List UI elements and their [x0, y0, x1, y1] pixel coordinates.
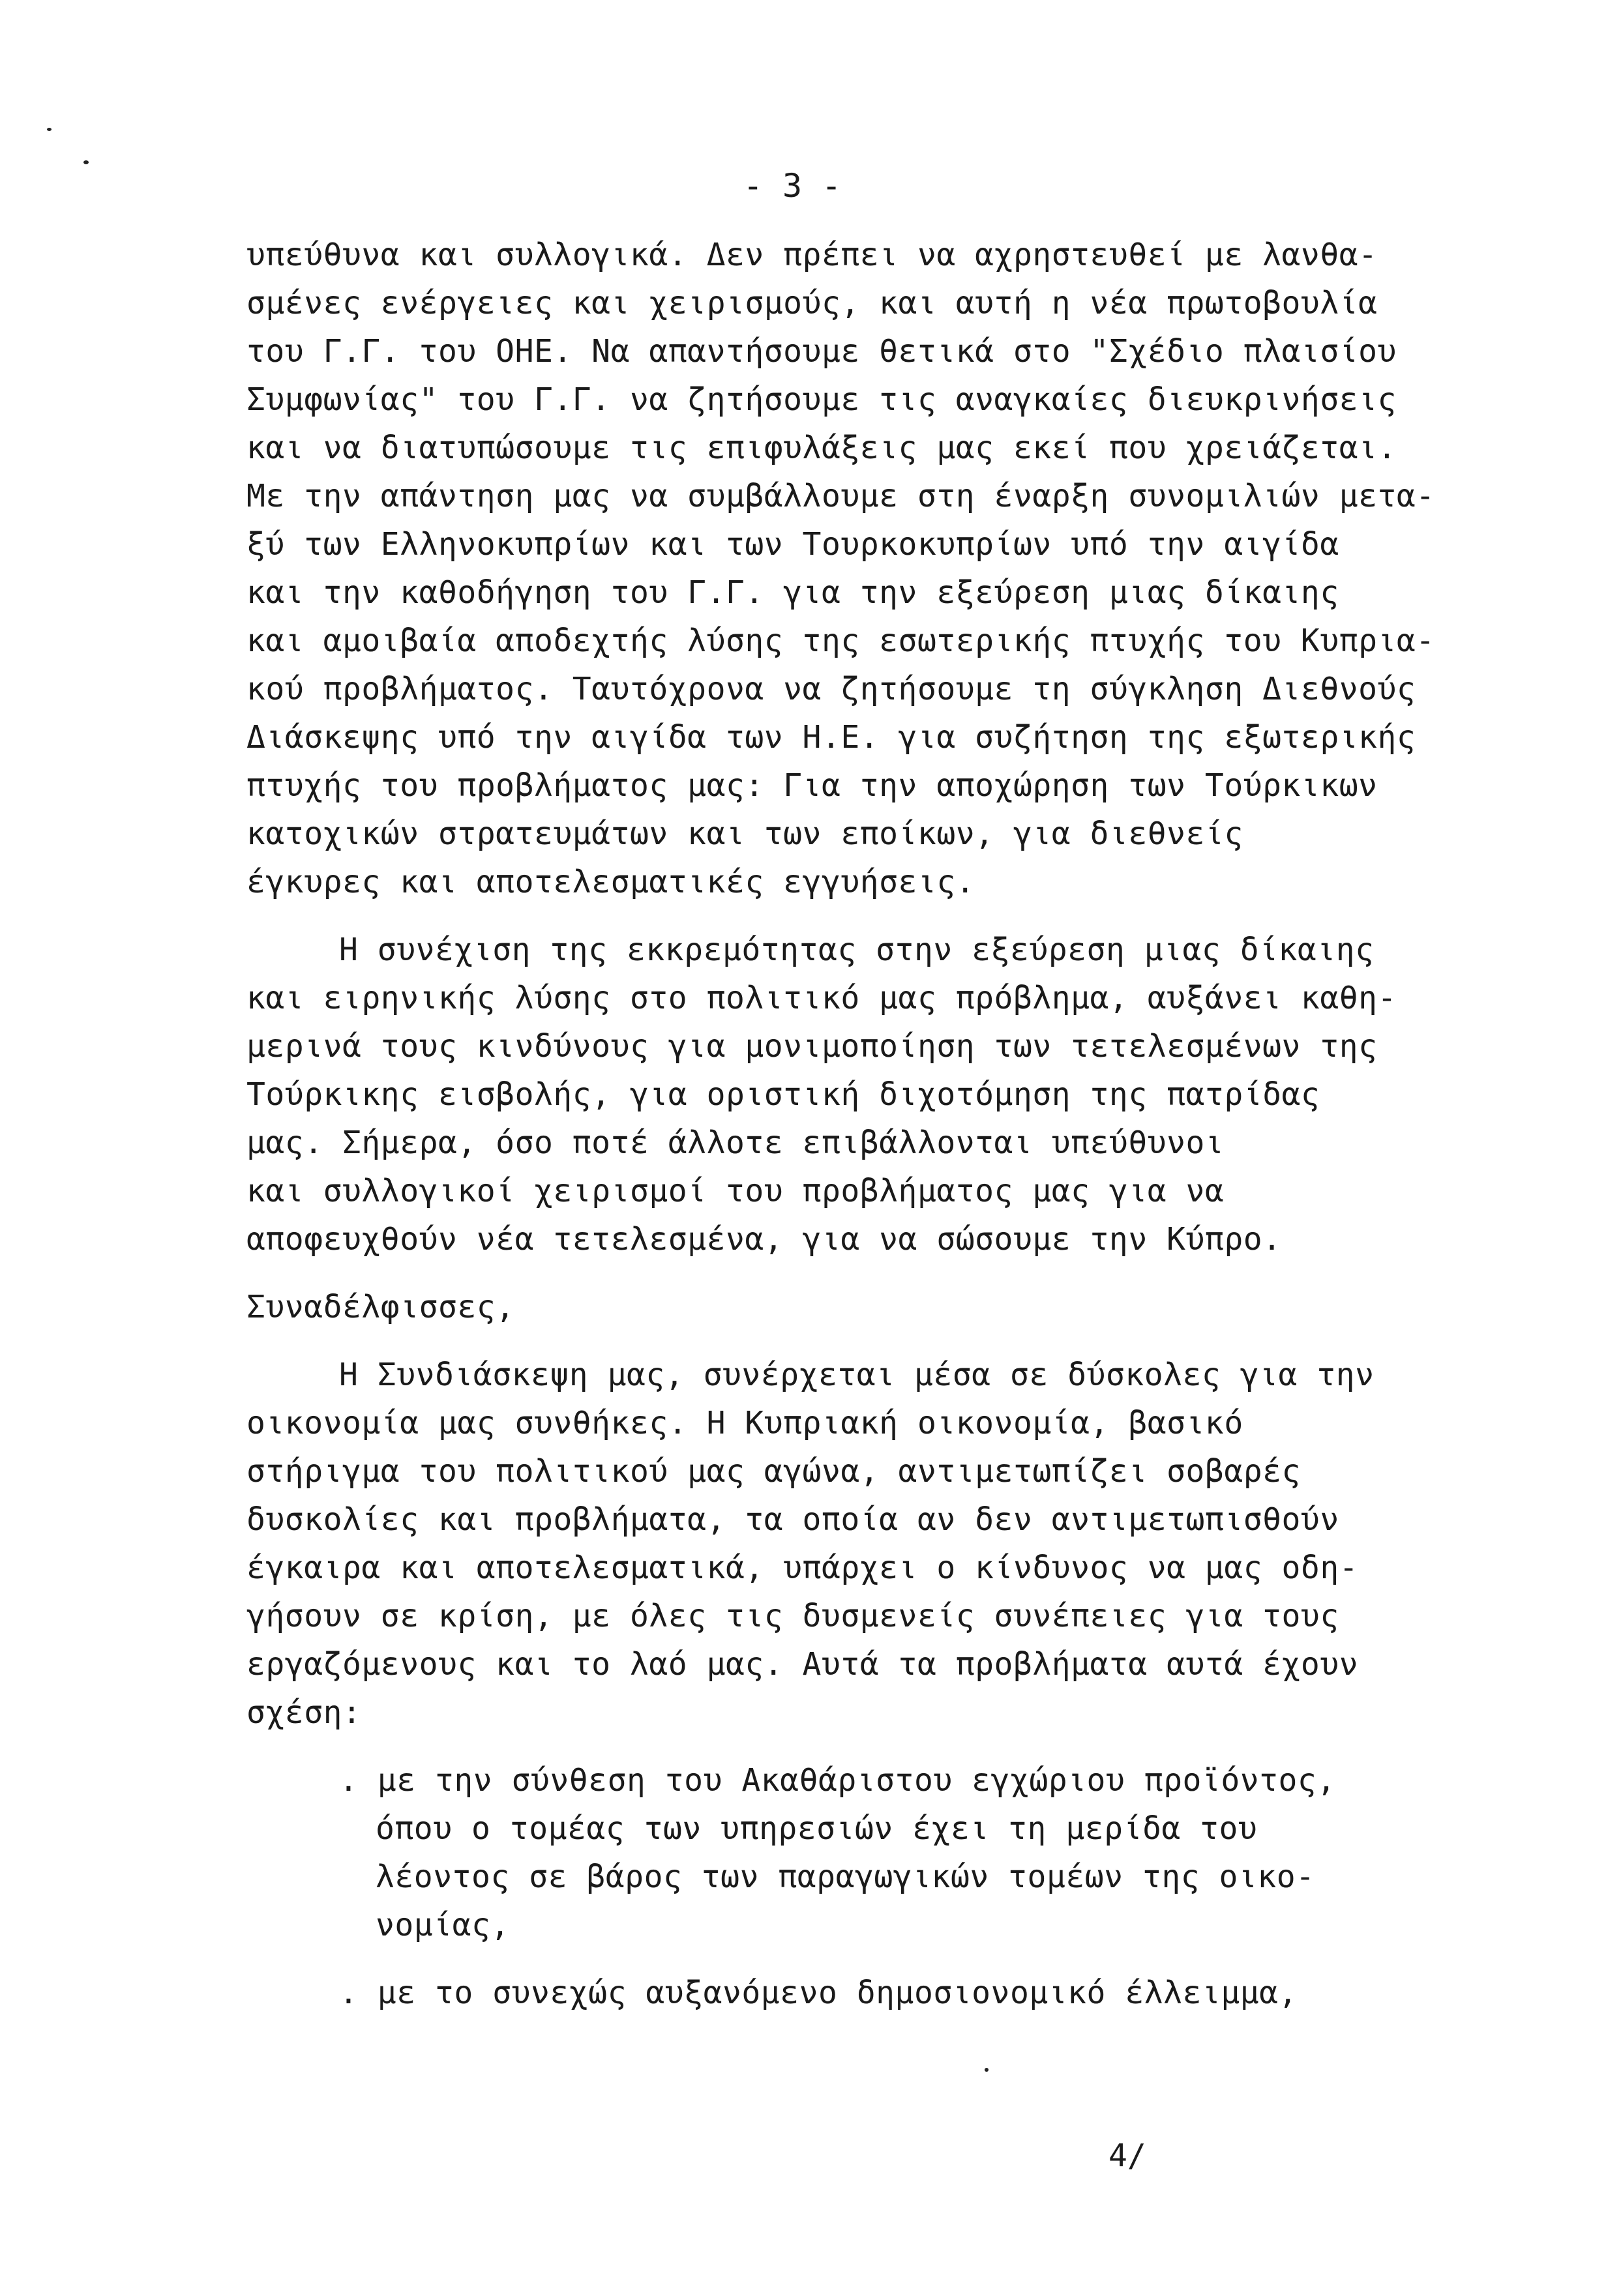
- text-line: Συμφωνίας" του Γ.Γ. να ζητήσουμε τις αναγκαίες διευκρινήσεις: [246, 381, 1397, 418]
- text-line: γήσουν σε κρίση, με όλες τις δυσμενείς συνέπειες για τους: [246, 1598, 1339, 1634]
- text-line: κατοχικών στρατευμάτων και των εποίκων, για διεθνείς: [246, 816, 1243, 852]
- text-line: νομίας,: [376, 1907, 510, 1943]
- page-number: - 3 -: [743, 167, 842, 205]
- text-line: κού προβλήματος. Ταυτόχρονα να ζητήσουμε τη σύγκληση Διεθνούς: [246, 671, 1416, 707]
- text-line: εργαζόμενους και το λαό μας. Αυτά τα προβλήματα αυτά έχουν: [246, 1646, 1359, 1683]
- text-line: Η συνέχιση της εκκρεμότητας στην εξεύρεση μιας δίκαιης: [339, 932, 1375, 968]
- text-line: Η Συνδιάσκεψη μας, συνέρχεται μέσα σε δύσκολες για την: [339, 1357, 1375, 1393]
- text-line: έγκυρες και αποτελεσματικές εγγυήσεις.: [246, 864, 975, 900]
- text-line: σχέση:: [246, 1694, 362, 1731]
- text-line: του Γ.Γ. του ΟΗΕ. Να απαντήσουμε θετικά στο "Σχέδιο πλαισίου: [246, 333, 1397, 370]
- text-line: υπεύθυνα και συλλογικά. Δεν πρέπει να αχρηστευθεί με λανθα-: [246, 237, 1378, 273]
- text-line: και συλλογικοί χειρισμοί του προβλήματος μας για να: [246, 1173, 1225, 1209]
- bullet-item: . με την σύνθεση του Ακαθάριστου εγχώριου προϊόντος,: [339, 1762, 1336, 1799]
- text-line: δυσκολίες και προβλήματα, τα οποία αν δεν αντιμετωπισθούν: [246, 1501, 1339, 1538]
- text-line: έγκαιρα και αποτελεσματικά, υπάρχει ο κίνδυνος να μας οδη-: [246, 1550, 1359, 1586]
- text-line: στήριγμα του πολιτικού μας αγώνα, αντιμετωπίζει σοβαρές: [246, 1453, 1301, 1490]
- text-line: και αμοιβαία αποδεχτής λύσης της εσωτερικής πτυχής του Κυπρια-: [246, 623, 1435, 659]
- text-line: πτυχής του προβλήματος μας: Για την αποχώρηση των Τούρκικων: [246, 767, 1378, 804]
- text-line: Τούρκικης εισβολής, για οριστική διχοτόμηση της πατρίδας: [246, 1076, 1320, 1113]
- text-line: Με την απάντηση μας να συμβάλλουμε στη έναρξη συνομιλιών μετα-: [246, 478, 1435, 514]
- page-continuation: 4/: [1108, 2138, 1146, 2174]
- text-line: σμένες ενέργειες και χειρισμούς, και αυτή η νέα πρωτοβουλία: [246, 285, 1378, 321]
- text-line: αποφευχθούν νέα τετελεσμένα, για να σώσουμε την Κύπρο.: [246, 1221, 1282, 1258]
- text-line: και την καθοδήγηση του Γ.Γ. για την εξεύρεση μιας δίκαιης: [246, 574, 1339, 611]
- scan-speck: [83, 160, 89, 164]
- text-line: όπου ο τομέας των υπηρεσιών έχει τη μερίδα του: [376, 1810, 1258, 1847]
- text-line: Διάσκεψης υπό την αιγίδα των Η.Ε. για συζήτηση της εξωτερικής: [246, 719, 1416, 756]
- bullet-item: . με το συνεχώς αυξανόμενο δημοσιονομικό έλλειμμα,: [339, 1975, 1298, 2011]
- text-line: και ειρηνικής λύσης στο πολιτικό μας πρόβλημα, αυξάνει καθη-: [246, 980, 1397, 1016]
- text-line: μερινά τους κινδύνους για μονιμοποίηση των τετελεσμένων της: [246, 1028, 1378, 1065]
- text-line: οικονομία μας συνθήκες. Η Κυπριακή οικονομία, βασικό: [246, 1405, 1243, 1441]
- text-line: ξύ των Ελληνοκυπρίων και των Τουρκοκυπρίων υπό την αιγίδα: [246, 526, 1339, 563]
- scan-speck: [47, 128, 52, 131]
- text-line: μας. Σήμερα, όσο ποτέ άλλοτε επιβάλλονται υπεύθυνοι: [246, 1125, 1225, 1161]
- salutation: Συναδέλφισσες,: [246, 1289, 515, 1325]
- text-line: και να διατυπώσουμε τις επιφυλάξεις μας εκεί που χρειάζεται.: [246, 430, 1397, 466]
- text-line: λέοντος σε βάρος των παραγωγικών τομέων της οικο-: [376, 1859, 1315, 1895]
- scan-speck: [985, 2068, 989, 2072]
